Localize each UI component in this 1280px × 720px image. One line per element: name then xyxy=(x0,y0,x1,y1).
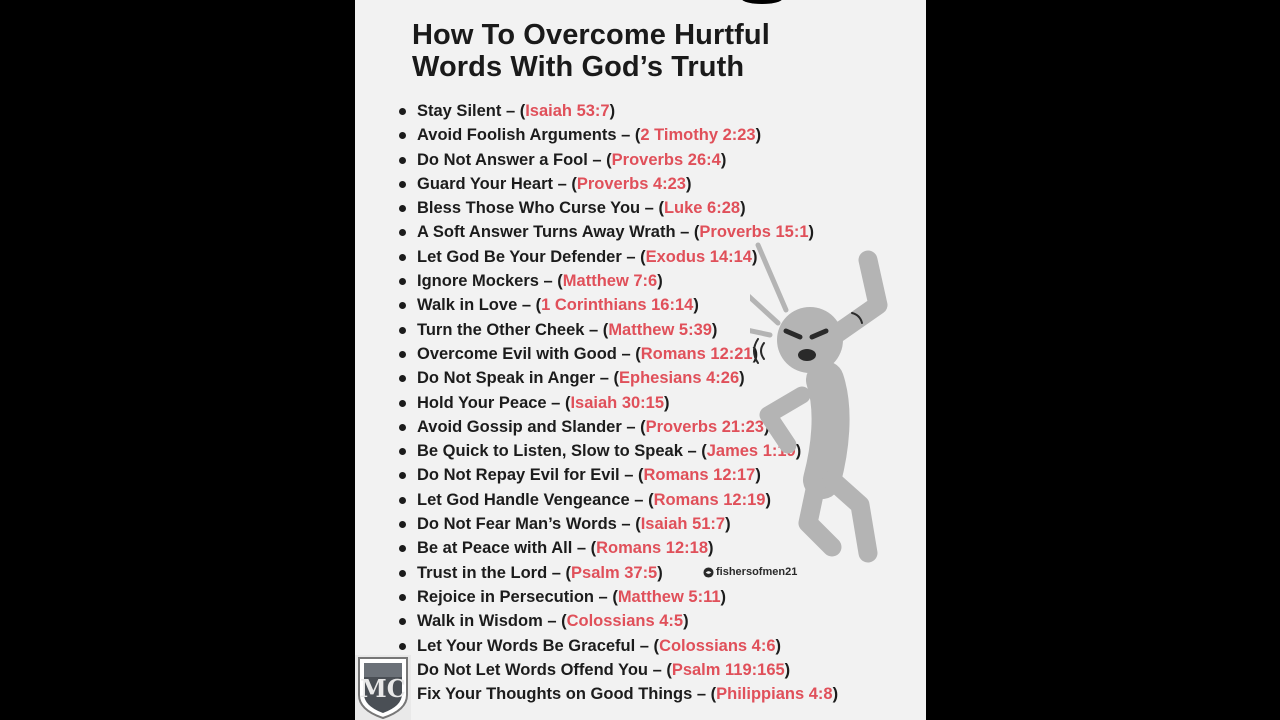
scripture-reference: James 1:19 xyxy=(706,442,796,461)
list-item xyxy=(399,634,838,658)
item-text: Hold Your Peace – ( xyxy=(417,393,571,412)
shield-logo-icon xyxy=(355,655,411,720)
item-text: Be Quick to Listen, Slow to Speak – ( xyxy=(417,442,707,461)
closing-paren: ) xyxy=(751,247,758,266)
item-text: Fix Your Thoughts on Good Things – ( xyxy=(417,685,717,704)
bullet-icon xyxy=(399,375,406,382)
list-item xyxy=(399,682,838,706)
bullet-icon xyxy=(399,618,406,625)
item-text: Overcome Evil with Good – ( xyxy=(417,344,641,363)
closing-paren: ) xyxy=(755,126,762,145)
closing-paren: ) xyxy=(752,344,759,363)
closing-paren: ) xyxy=(740,199,746,218)
title-line-1: How To Overcome Hurtful xyxy=(412,19,770,51)
bullet-icon xyxy=(399,545,406,552)
item-text: Guard Your Heart – ( xyxy=(417,174,577,193)
top-edge-shape xyxy=(742,0,782,4)
title-line-2: Words With God’s Truth xyxy=(412,51,745,83)
item-text: Let God Be Your Defender – ( xyxy=(417,247,646,266)
bullet-icon xyxy=(399,570,406,577)
closing-paren: ) xyxy=(657,563,663,582)
closing-paren: ) xyxy=(832,685,839,704)
bullet-icon xyxy=(399,497,406,504)
scripture-reference: Proverbs 26:4 xyxy=(611,150,721,169)
item-text: Let God Handle Vengeance – ( xyxy=(417,490,654,509)
bullet-icon xyxy=(399,643,406,650)
item-text: Walk in Love – ( xyxy=(417,296,542,315)
closing-paren: ) xyxy=(763,417,770,436)
bullet-icon xyxy=(399,448,406,455)
item-text: Avoid Gossip and Slander – ( xyxy=(417,417,646,436)
item-text: Bless Those Who Curse You – ( xyxy=(417,199,664,218)
item-text: Avoid Foolish Arguments – ( xyxy=(417,126,641,145)
shout-lines xyxy=(750,245,786,335)
item-text: A Soft Answer Turns Away Wrath – ( xyxy=(417,223,700,242)
list-item xyxy=(399,585,838,609)
page-title xyxy=(412,19,770,83)
closing-paren: ) xyxy=(609,102,616,120)
closing-paren: ) xyxy=(720,150,727,169)
list-item xyxy=(399,99,838,123)
channel-logo xyxy=(355,655,411,720)
item-text: Do Not Speak in Anger – ( xyxy=(417,369,619,388)
list-item xyxy=(399,609,838,633)
closing-paren: ) xyxy=(693,296,699,315)
bullet-icon xyxy=(399,302,406,309)
item-text: Trust in the Lord – ( xyxy=(417,563,572,582)
scripture-reference: Proverbs 4:23 xyxy=(576,174,686,193)
list-item xyxy=(399,196,838,220)
scripture-reference: Colossians 4:6 xyxy=(659,636,776,655)
bullet-icon xyxy=(399,108,406,115)
scripture-reference: Exodus 14:14 xyxy=(645,247,752,266)
closing-paren: ) xyxy=(755,466,761,485)
scripture-reference: Proverbs 15:1 xyxy=(699,223,809,242)
scripture-reference: Romans 12:18 xyxy=(596,539,709,558)
scripture-reference: Isaiah 53:7 xyxy=(525,102,610,120)
bullet-icon xyxy=(399,594,406,601)
bullet-icon xyxy=(399,400,406,407)
scripture-reference: Ephesians 4:26 xyxy=(619,369,740,388)
bullet-icon xyxy=(399,254,406,261)
scripture-reference: Matthew 7:6 xyxy=(562,272,658,291)
scripture-reference: Psalm 37:5 xyxy=(571,563,658,582)
bullet-icon xyxy=(399,132,406,139)
bullet-icon xyxy=(399,157,406,164)
bullet-icon xyxy=(399,351,406,358)
item-text: Rejoice in Persecution – ( xyxy=(417,587,618,606)
list-item xyxy=(399,148,838,172)
closing-paren: ) xyxy=(664,393,670,412)
angry-stick-figure-icon xyxy=(750,235,926,565)
closing-paren: ) xyxy=(683,612,689,631)
bullet-icon xyxy=(399,521,406,528)
closing-paren: ) xyxy=(720,587,727,606)
scripture-reference: Proverbs 21:23 xyxy=(645,417,764,436)
item-text: Be at Peace with All – ( xyxy=(417,539,597,558)
item-text: Stay Silent – ( xyxy=(417,102,526,120)
closing-paren: ) xyxy=(784,660,791,679)
item-text: Do Not Fear Man’s Words – ( xyxy=(417,515,641,534)
item-text: Do Not Repay Evil for Evil – ( xyxy=(417,466,644,485)
closing-paren: ) xyxy=(708,539,714,558)
closing-paren: ) xyxy=(739,369,745,388)
closing-paren: ) xyxy=(725,515,731,534)
scripture-reference: Psalm 119:165 xyxy=(671,660,785,679)
scripture-reference: Philippians 4:8 xyxy=(716,685,833,704)
scripture-reference: Romans 12:17 xyxy=(643,466,756,485)
item-text: Turn the Other Cheek – ( xyxy=(417,320,609,339)
item-text: Let Your Words Be Graceful – ( xyxy=(417,636,660,655)
infographic-card xyxy=(355,0,926,720)
scripture-reference: 2 Timothy 2:23 xyxy=(640,126,756,145)
item-text: Walk in Wisdom – ( xyxy=(417,612,567,631)
scripture-reference: Isaiah 30:15 xyxy=(570,393,665,412)
closing-paren: ) xyxy=(657,272,663,291)
scripture-reference: Isaiah 51:7 xyxy=(640,515,726,534)
scripture-reference: Romans 12:19 xyxy=(653,490,766,509)
watermark xyxy=(703,566,797,578)
bullet-icon xyxy=(399,424,406,431)
fish-logo-icon xyxy=(703,567,714,578)
logo-text: MC xyxy=(360,674,406,703)
closing-paren: ) xyxy=(775,636,782,655)
bullet-icon xyxy=(399,205,406,212)
scripture-reference: Colossians 4:5 xyxy=(566,612,684,631)
bullet-icon xyxy=(399,229,406,236)
bullet-icon xyxy=(399,278,406,285)
scripture-reference: Matthew 5:39 xyxy=(608,320,712,339)
list-item xyxy=(399,123,838,147)
scripture-reference: Matthew 5:11 xyxy=(617,587,721,606)
closing-paren: ) xyxy=(765,490,771,509)
list-item xyxy=(399,658,838,682)
scripture-reference: 1 Corinthians 16:14 xyxy=(541,296,694,315)
item-text: Do Not Answer a Fool – ( xyxy=(417,150,612,169)
watermark-handle: fishersofmen21 xyxy=(716,566,798,578)
scripture-reference: Romans 12:21 xyxy=(640,344,753,363)
closing-paren: ) xyxy=(686,174,692,193)
closing-paren: ) xyxy=(808,223,815,242)
bullet-icon xyxy=(399,327,406,334)
closing-paren: ) xyxy=(795,442,802,461)
item-text: Do Not Let Words Offend You – ( xyxy=(417,660,672,679)
bullet-icon xyxy=(399,472,406,479)
list-item xyxy=(399,172,838,196)
item-text: Ignore Mockers – ( xyxy=(417,272,563,291)
bullet-icon xyxy=(399,181,406,188)
scripture-reference: Luke 6:28 xyxy=(663,199,741,218)
closing-paren: ) xyxy=(711,320,718,339)
